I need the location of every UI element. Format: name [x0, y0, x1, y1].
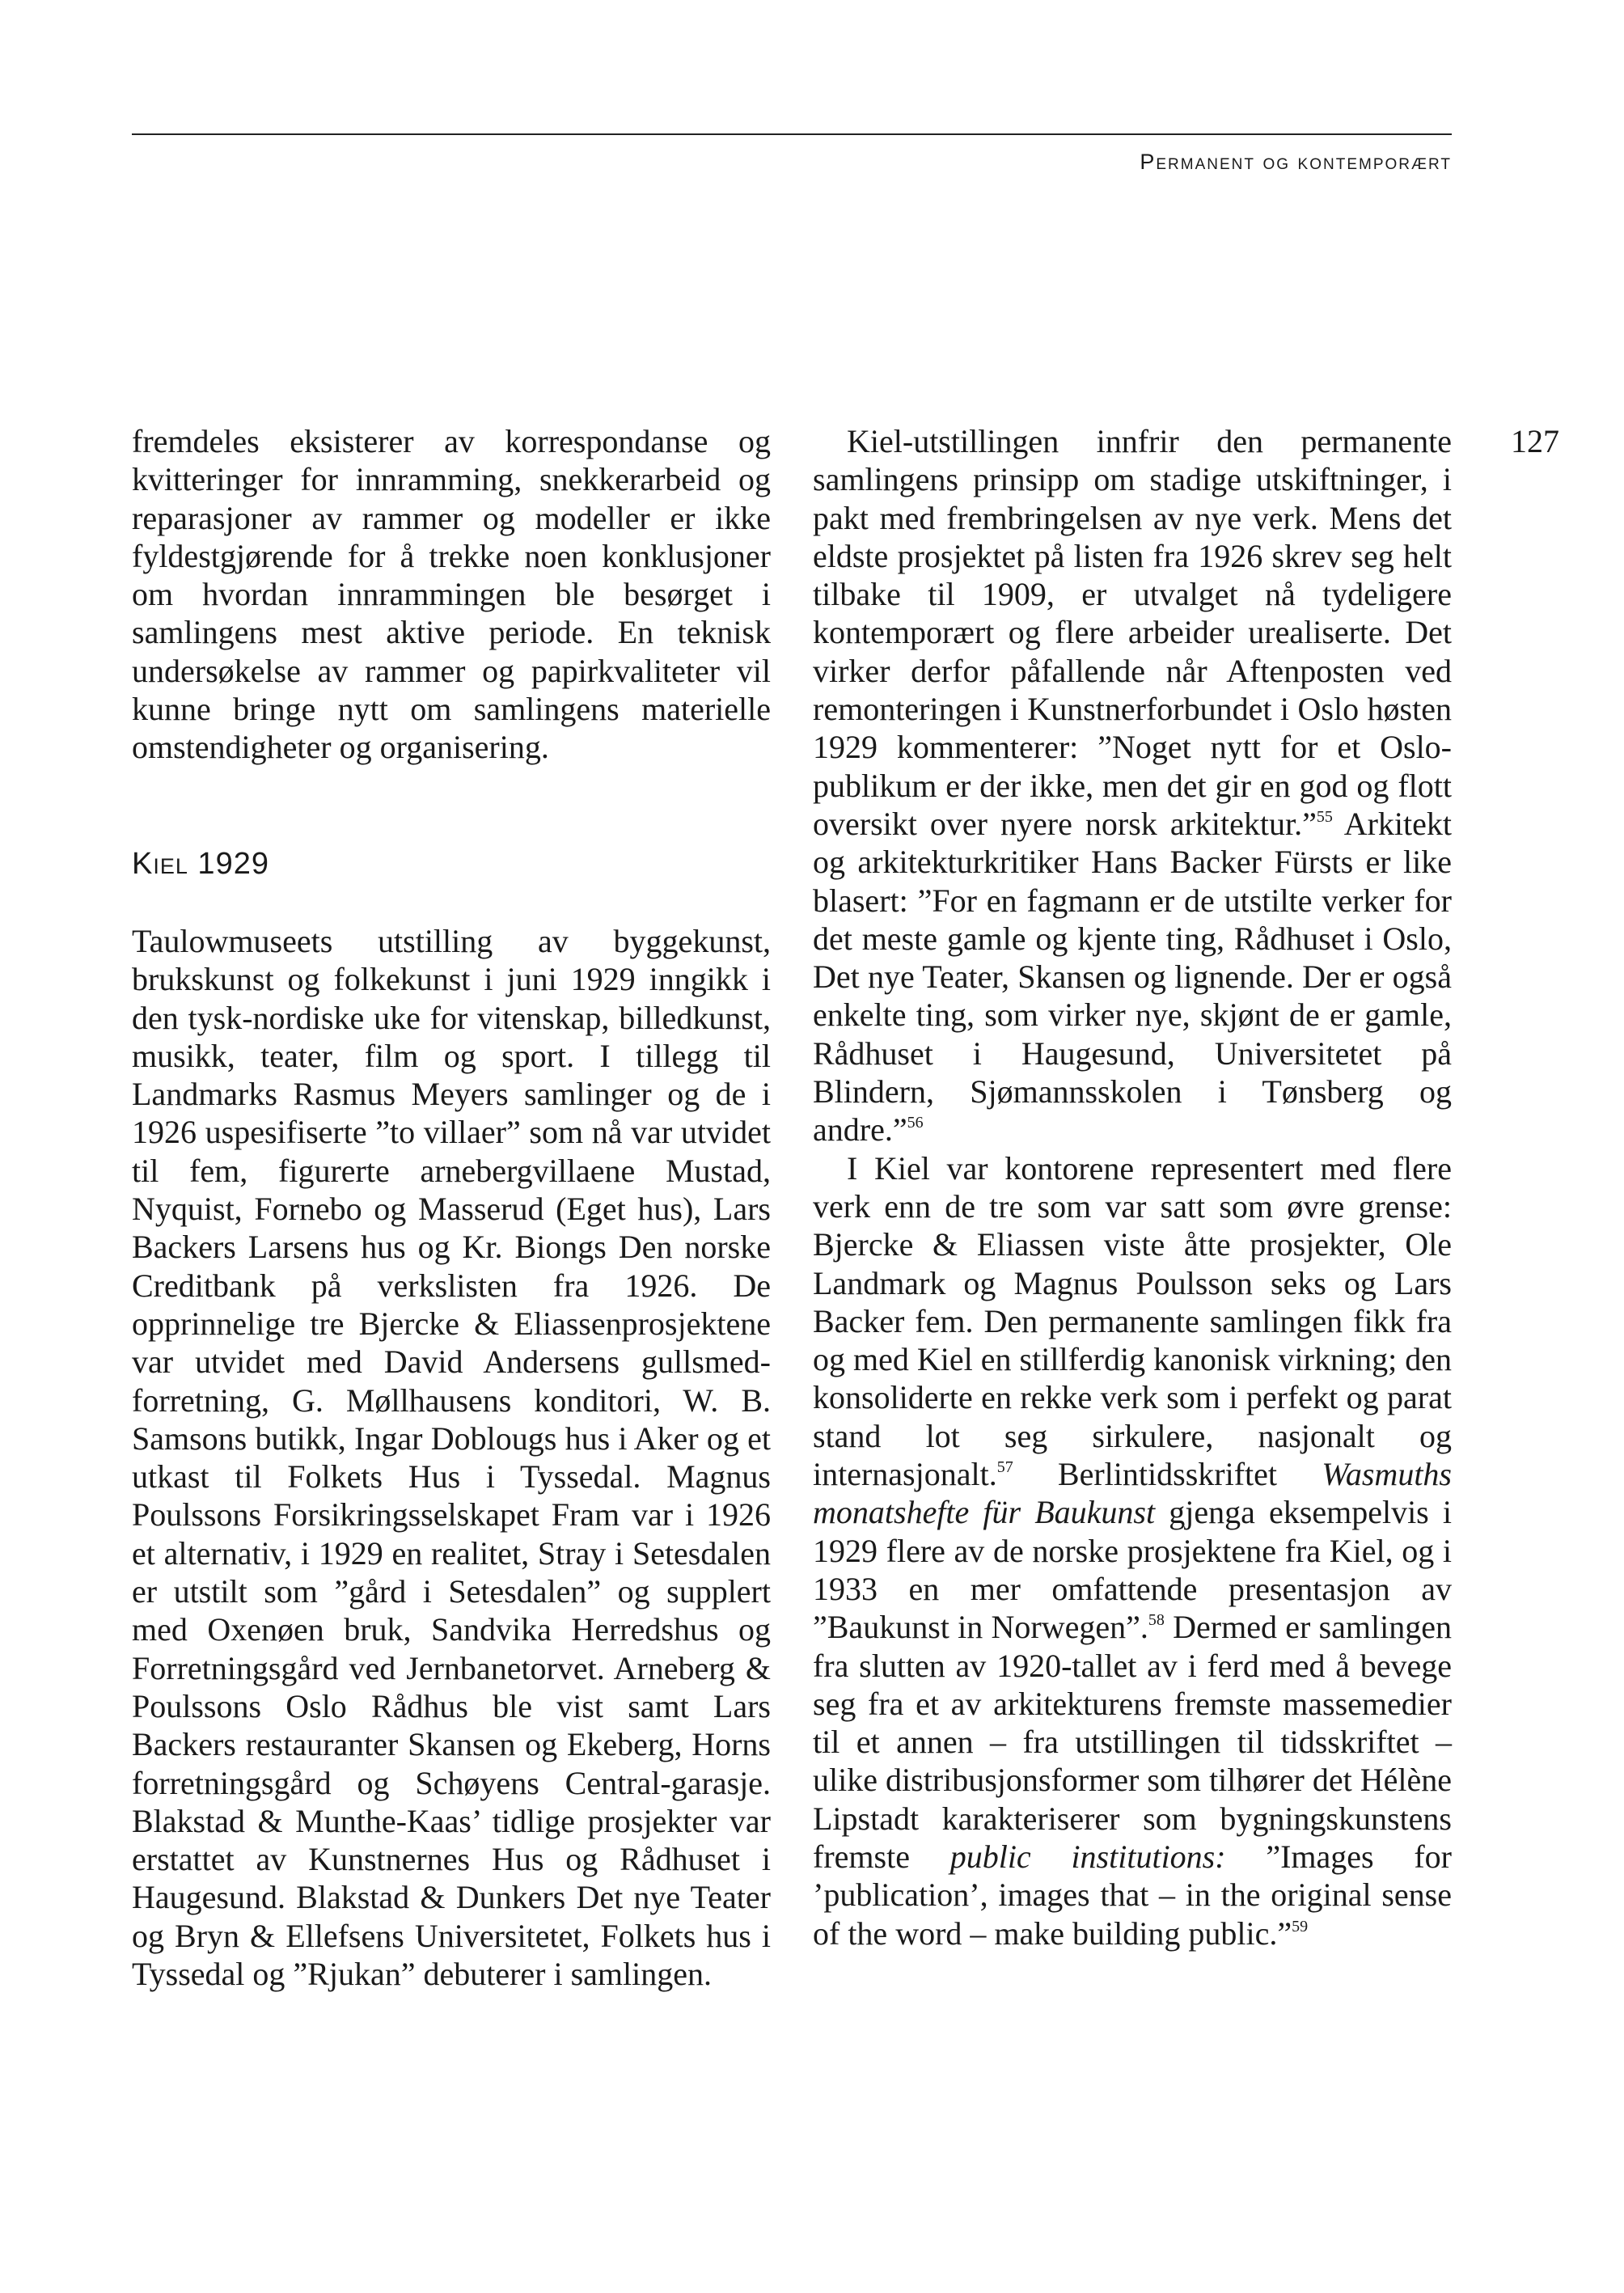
page-number: 127 [1511, 423, 1559, 459]
text-run: Berlintidsskriftet [1013, 1456, 1322, 1493]
left-paragraph-1: fremdeles eksisterer av korrespondanse og kvitteringer for innramming, snekkerarbeid og reparasjoner av rammer og modeller er ikke fyldestgjørende for å trekke noen konklusjoner om hvordan innrammingen ble besørget i samlingens mest aktive periode. En teknisk undersøkelse av rammer og papirkvaliteter vil kunne bringe nytt om samlingens materielle omstendigheter og organisering. [132, 423, 771, 766]
text-run: gjenga eksempelvis i 1929 flere av de norske prosjektene fra Kiel, og i 1933 en mer omfattende presentasjon av ”Baukunst in Norwegen”. [813, 1494, 1452, 1646]
text-run: ”Images for ’publication’, images that – in the original sense of the word – make building public.” [813, 1838, 1452, 1952]
footnote-ref-55: 55 [1316, 807, 1333, 826]
text-run: Arkitekt og arkitekturkritiker Hans Backer Fürsts er like blasert: ”For en fagmann er de utstilte verker for det meste gamle og kjente ting, Rådhuset i Oslo, Det nye Teater, Skansen og lignende. Der er også enkelte ting, som virker nye, skjønt de er gamle, Rådhuset i Haugesund, Universitetet på Blindern, Sjømannsskolen i Tønsberg og andre.” [813, 805, 1452, 1149]
footnote-ref-57: 57 [996, 1458, 1013, 1477]
header-rule [132, 133, 1452, 135]
running-title: Permanent og kontemporært [1140, 150, 1452, 174]
text-run: I Kiel var kontorene representert med flere verk enn de tre som var satt som øvre grense: Bjercke & Eliassen viste åtte prosjekter, Ole Landmark og Magnus Poulsson seks og Lars Backer fem. Den permanente samlingen fikk fra og med Kiel en stillferdig kanonisk virkning; den konsoliderte en rekke verk som i perfekt og parat stand lot seg sirkulere, nasjonalt og internasjonalt. [813, 1149, 1452, 1493]
footnote-ref-56: 56 [907, 1114, 924, 1132]
right-column [813, 422, 1452, 1952]
section-heading: Kiel 1929 [132, 846, 269, 881]
left-paragraph-2: Taulowmuseets utstilling av byggekunst, brukskunst og folkekunst i juni 1929 inngikk i den tysk-nordiske uke for vitenskap, billedkunst, musikk, teater, film og sport. I tillegg til Landmarks Rasmus Meyers samlinger og de i 1926 uspesifiserte ”to villaer” som nå var utvidet til fem, figurerte arnebergvillaene Mustad, Nyquist, Fornebo og Masserud (Eget hus), Lars Backers Larsens hus og Kr. Biongs Den norske Creditbank på verkslisten fra 1926. De opprinnelige tre Bjercke & Eliassenprosjektene var utvidet med David Andersens gullsmed-forretning, G. Møllhausens konditori, W. B. Samsons butikk, Ingar Doblougs hus i Aker og et utkast til Folkets Hus i Tyssedal. Magnus Poulssons Forsikringsselskapet Fram var i 1926 et alternativ, i 1929 en realitet, Stray i Setesdalen er utstilt som ”gård i Setesdalen” og supplert med Oxenøen bruk, Sandvika Herredshus og Forretningsgård ved Jernbanetorvet. Arneberg & Poulssons Oslo Rådhus ble vist samt Lars Backers restauranter Skansen og Ekeberg, Horns forretningsgård og Schøyens Central-garasje. Blakstad & Munthe-Kaas’ tidlige prosjekter var erstattet av Kunstnernes Hus og Rådhuset i Haugesund. Blakstad & Dunkers Det nye Teater og Bryn & Ellefsens Universitetet, Folkets hus i Tyssedal og ”Rjukan” debuterer i samlingen. [132, 922, 771, 1992]
journal-title: Wasmuths monatshefte für Baukunst [813, 1456, 1452, 1531]
right-paragraph-1 [813, 422, 1452, 1149]
text-run: Dermed er samlingen fra slutten av 1920-tallet av i ferd med å bevege seg fra et av arkitekturens fremste massemedier til et annen – fra utstillingen til tidsskriftet – ulike distribusjonsformer som tilhører det Hélène Lipstadt karakteriserer som bygningskunstens fremste [813, 1609, 1452, 1875]
text-run: Kiel-utstillingen innfrir den permanente samlingens prinsipp om stadige utskiftninger, i pakt med frembringelsen av nye verk. Mens det eldste prosjektet på listen fra 1926 skrev seg helt tilbake til 1909, er utvalget nå tydeligere kontemporært og flere arbeider urealiserte. Det virker derfor påfallende når Aftenposten ved remonteringen i Kunstnerforbundet i Oslo høsten 1929 kommenterer: ”Noget nytt for et Oslo-publikum er der ikke, men det gir en god og flott oversikt over nyere norsk arkitektur.” [813, 423, 1452, 842]
footnote-ref-59: 59 [1292, 1917, 1309, 1936]
right-paragraph-2 [813, 1149, 1452, 1952]
footnote-ref-58: 58 [1148, 1611, 1165, 1630]
left-column [132, 422, 771, 1993]
italic-phrase: public institutions: [949, 1838, 1226, 1875]
